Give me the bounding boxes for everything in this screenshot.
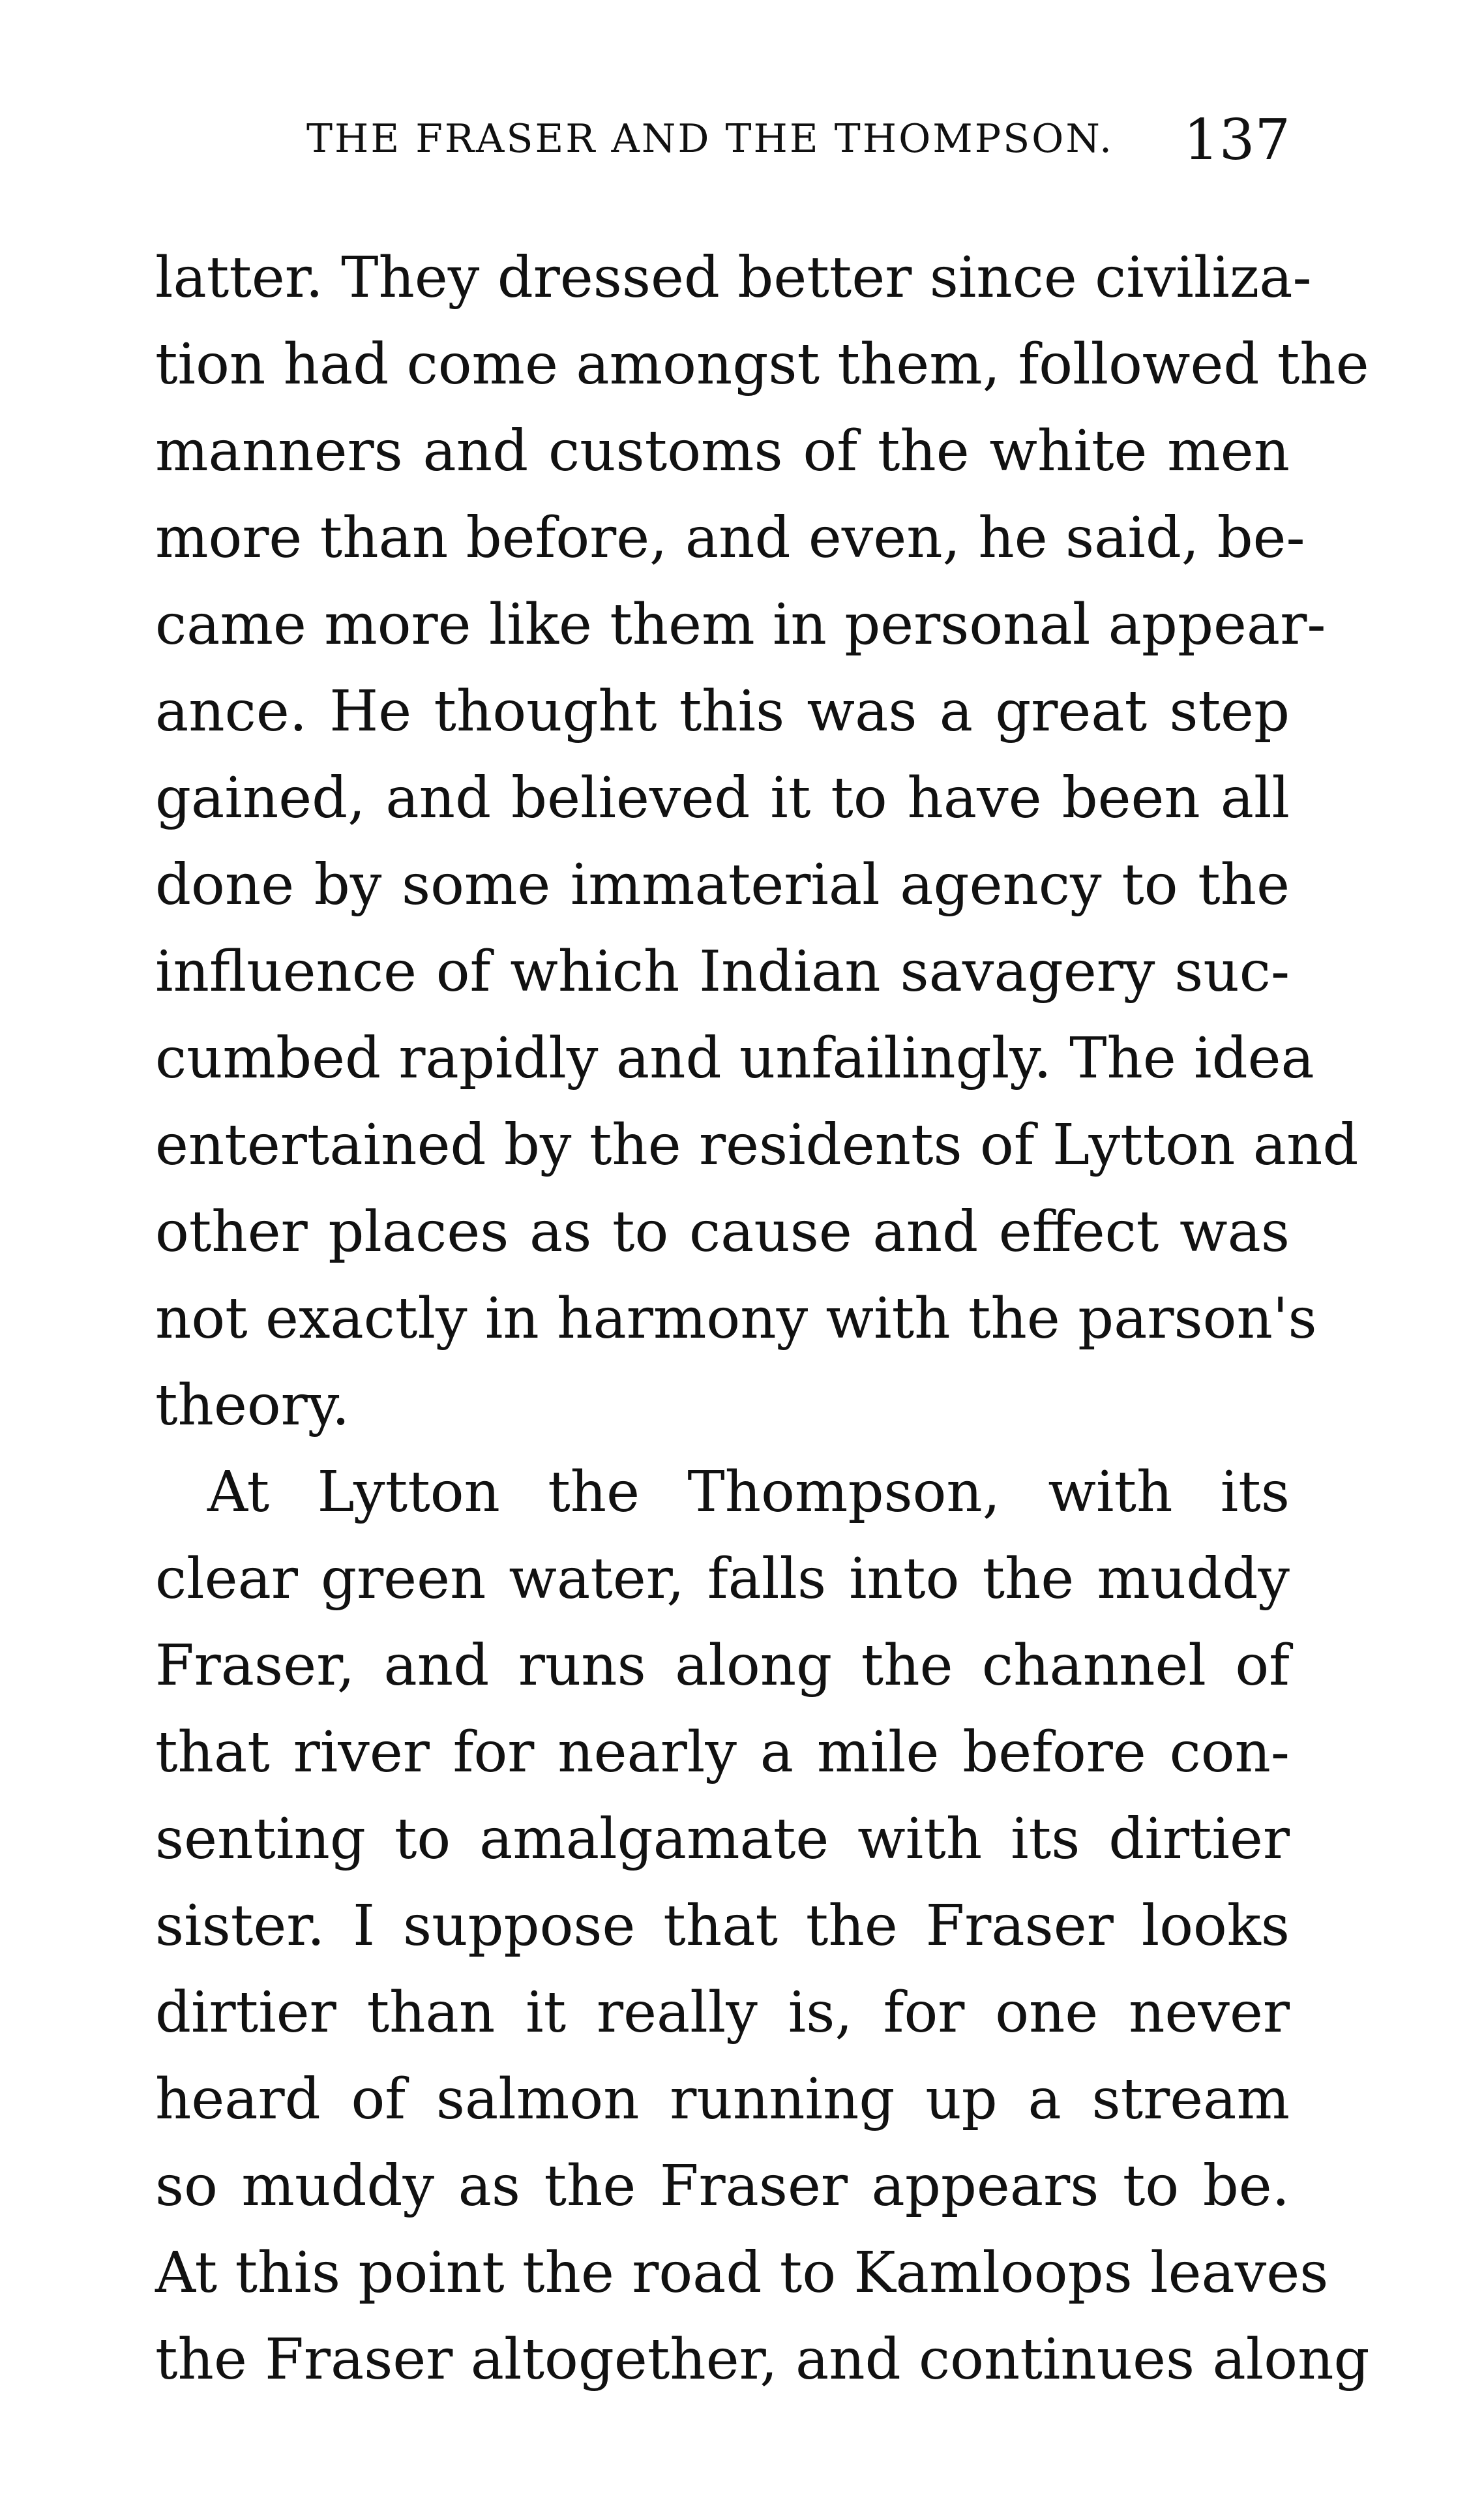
text-line: Fraser, and runs along the channel of bbox=[155, 1633, 1290, 1698]
paragraph-start-line: At Lytton the Thompson, with its bbox=[207, 1460, 1290, 1525]
page-number: 137 bbox=[1183, 108, 1291, 173]
text-line: dirtier than it really is, for one never bbox=[155, 1980, 1290, 2045]
text-line: done by some immaterial agency to the bbox=[155, 852, 1290, 918]
text-line: influence of which Indian savagery suc- bbox=[155, 939, 1290, 1004]
text-line: cumbed rapidly and unfailingly. The idea bbox=[155, 1026, 1314, 1091]
text-line: clear green water, falls into the muddy bbox=[155, 1546, 1290, 1612]
text-line: that river for nearly a mile before con- bbox=[155, 1720, 1290, 1785]
running-head: THE FRASER AND THE THOMPSON. bbox=[306, 116, 1114, 162]
text-line: At this point the road to Kamloops leaves bbox=[155, 2240, 1329, 2306]
text-line: theory. bbox=[155, 1373, 350, 1438]
text-line: sister. I suppose that the Fraser looks bbox=[155, 1893, 1290, 1959]
text-line: tion had come amongst them, followed the bbox=[155, 332, 1369, 397]
text-line: came more like them in personal appear- bbox=[155, 592, 1326, 657]
text-line: other places as to cause and effect was bbox=[155, 1199, 1290, 1265]
text-line: entertained by the residents of Lytton and bbox=[155, 1113, 1359, 1178]
text-line: ance. He thought this was a great step bbox=[155, 679, 1290, 744]
text-line: so muddy as the Fraser appears to be. bbox=[155, 2154, 1290, 2219]
text-line: heard of salmon running up a stream bbox=[155, 2067, 1290, 2132]
text-line: not exactly in harmony with the parson's bbox=[155, 1286, 1317, 1351]
text-line: latter. They dressed better since civiliza- bbox=[155, 245, 1312, 310]
text-line: senting to amalgamate with its dirtier bbox=[155, 1807, 1290, 1872]
text-line: manners and customs of the white men bbox=[155, 419, 1290, 484]
text-line: more than before, and even, he said, be- bbox=[155, 505, 1305, 571]
text-line: the Fraser altogether, and continues along bbox=[155, 2327, 1370, 2392]
body-text bbox=[155, 235, 1370, 2403]
text-line: gained, and believed it to have been all bbox=[155, 766, 1290, 831]
